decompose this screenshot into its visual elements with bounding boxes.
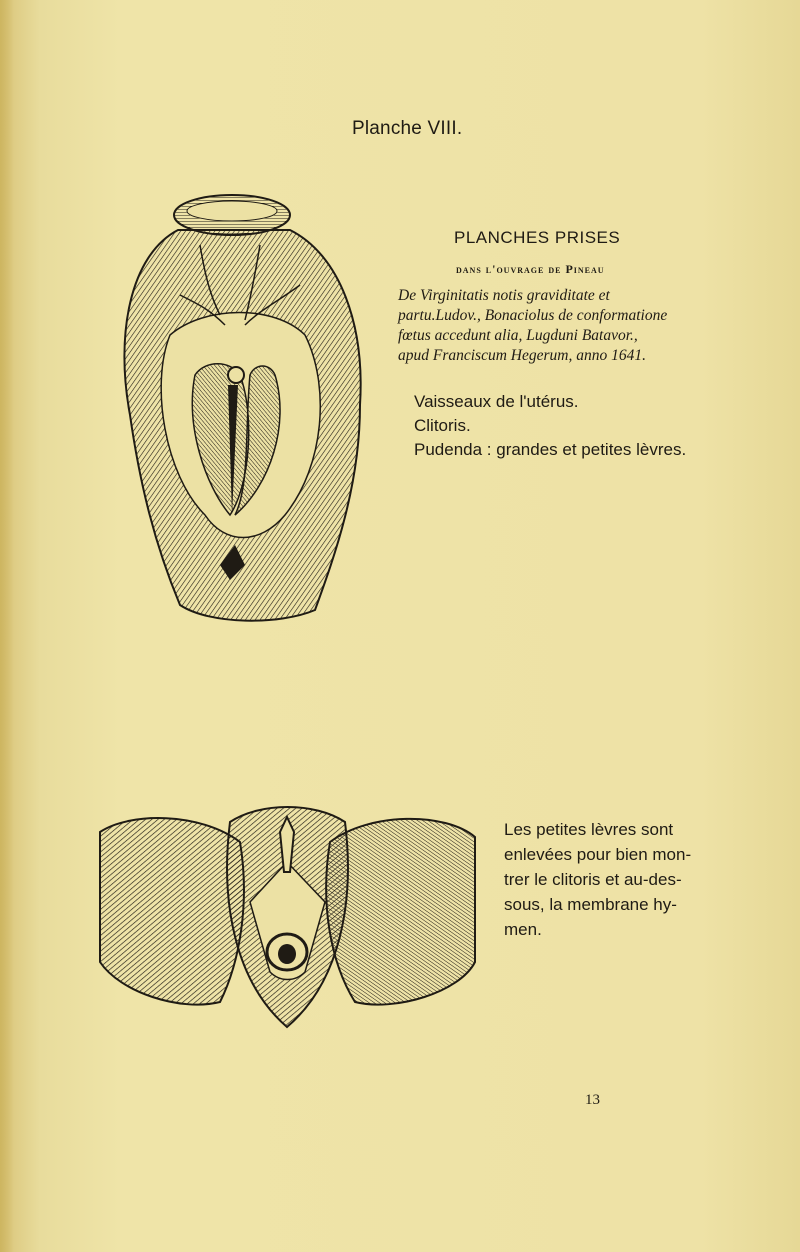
caption-line: Les petites lèvres sont (504, 820, 674, 839)
legend-item: Vaisseaux de l'utérus. (414, 392, 579, 411)
citation-line: partu.Ludov., Bonaciolus de conformatione (398, 307, 668, 324)
caption-line: men. (504, 920, 542, 939)
engraving-figure-lower (90, 782, 485, 1032)
section-subheading: dans l'ouvrage de Pineau (456, 262, 605, 276)
citation-line: fœtus accedunt alia, Lugduni Batavor., (398, 327, 638, 344)
caption-line: trer le clitoris et au-des- (504, 870, 682, 889)
plate-title: Planche VIII. (352, 118, 463, 139)
section-heading: PLANCHES PRISES (454, 228, 621, 247)
citation-line: apud Franciscum Hegerum, anno 1641. (398, 347, 646, 364)
legend-item: Clitoris. (414, 416, 471, 435)
caption-line: sous, la membrane hy- (504, 895, 677, 914)
citation-line: De Virginitatis notis graviditate et (398, 287, 610, 304)
figure-caption (504, 817, 724, 942)
engraving-figure-upper (110, 185, 372, 625)
page-number: 13 (585, 1092, 600, 1108)
figure-legend (414, 390, 734, 462)
legend-item: Pudenda : grandes et petites lèvres. (414, 440, 687, 459)
caption-line: enlevées pour bien mon- (504, 845, 692, 864)
page-edge-shadow (0, 0, 14, 1252)
bibliographic-citation (398, 286, 743, 366)
